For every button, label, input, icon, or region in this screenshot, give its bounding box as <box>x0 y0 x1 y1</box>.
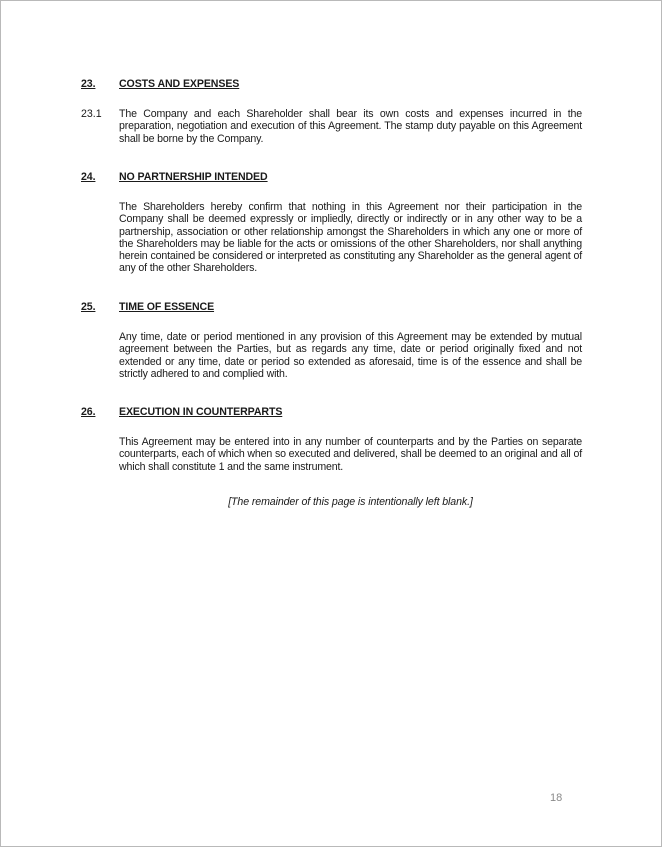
remainder-note: [The remainder of this page is intentionally left blank.] <box>228 496 473 508</box>
section-paragraph-23: The Company and each Shareholder shall bear its own costs and expenses incurred in the preparation, negotiation and execution of this Agreement. The stamp duty payable on this Agreement shall be borne by the Company. <box>119 108 582 145</box>
section-title: EXECUTION IN COUNTERPARTS <box>119 406 283 418</box>
page-number: 18 <box>550 792 563 804</box>
section-heading-26 <box>81 406 282 418</box>
section-title: TIME OF ESSENCE <box>119 301 215 313</box>
section-paragraph-25: Any time, date or period mentioned in any provision of this Agreement may be extended by mutual agreement between the Parties, but as regards any time, date or period originally fixed and not extended or any time, date or period so extended as aforesaid, time is of the essence and shall be strictly adhered to and complied with. <box>119 331 582 380</box>
section-title: NO PARTNERSHIP INTENDED <box>119 171 268 183</box>
section-heading-24 <box>81 171 268 183</box>
section-paragraph-24: The Shareholders hereby confirm that nothing in this Agreement nor their participation in the Company shall be deemed expressly or impliedly, directly or indirectly or in any other way to be a partnership, association or other relationship amongst the Shareholders in which any one or more of the Shareholders may be liable for the acts or omissions of the other Shareholders, nor shall anything herein contained be considered or interpreted as constituting any Shareholder as the general agent of any of the other Shareholders. <box>119 201 582 275</box>
section-title: COSTS AND EXPENSES <box>119 78 240 90</box>
section-paragraph-26: This Agreement may be entered into in any number of counterparts and by the Parties on separate counterparts, each of which when so executed and delivered, shall be deemed to an original and all of which shall constitute 1 and the same instrument. <box>119 436 582 473</box>
section-number: 24. <box>81 171 96 183</box>
section-heading-25 <box>81 301 214 313</box>
section-heading-23 <box>81 78 239 90</box>
section-number: 23. <box>81 78 96 90</box>
clause-number: 23.1 <box>81 108 102 120</box>
section-number: 25. <box>81 301 96 313</box>
section-number: 26. <box>81 406 96 418</box>
